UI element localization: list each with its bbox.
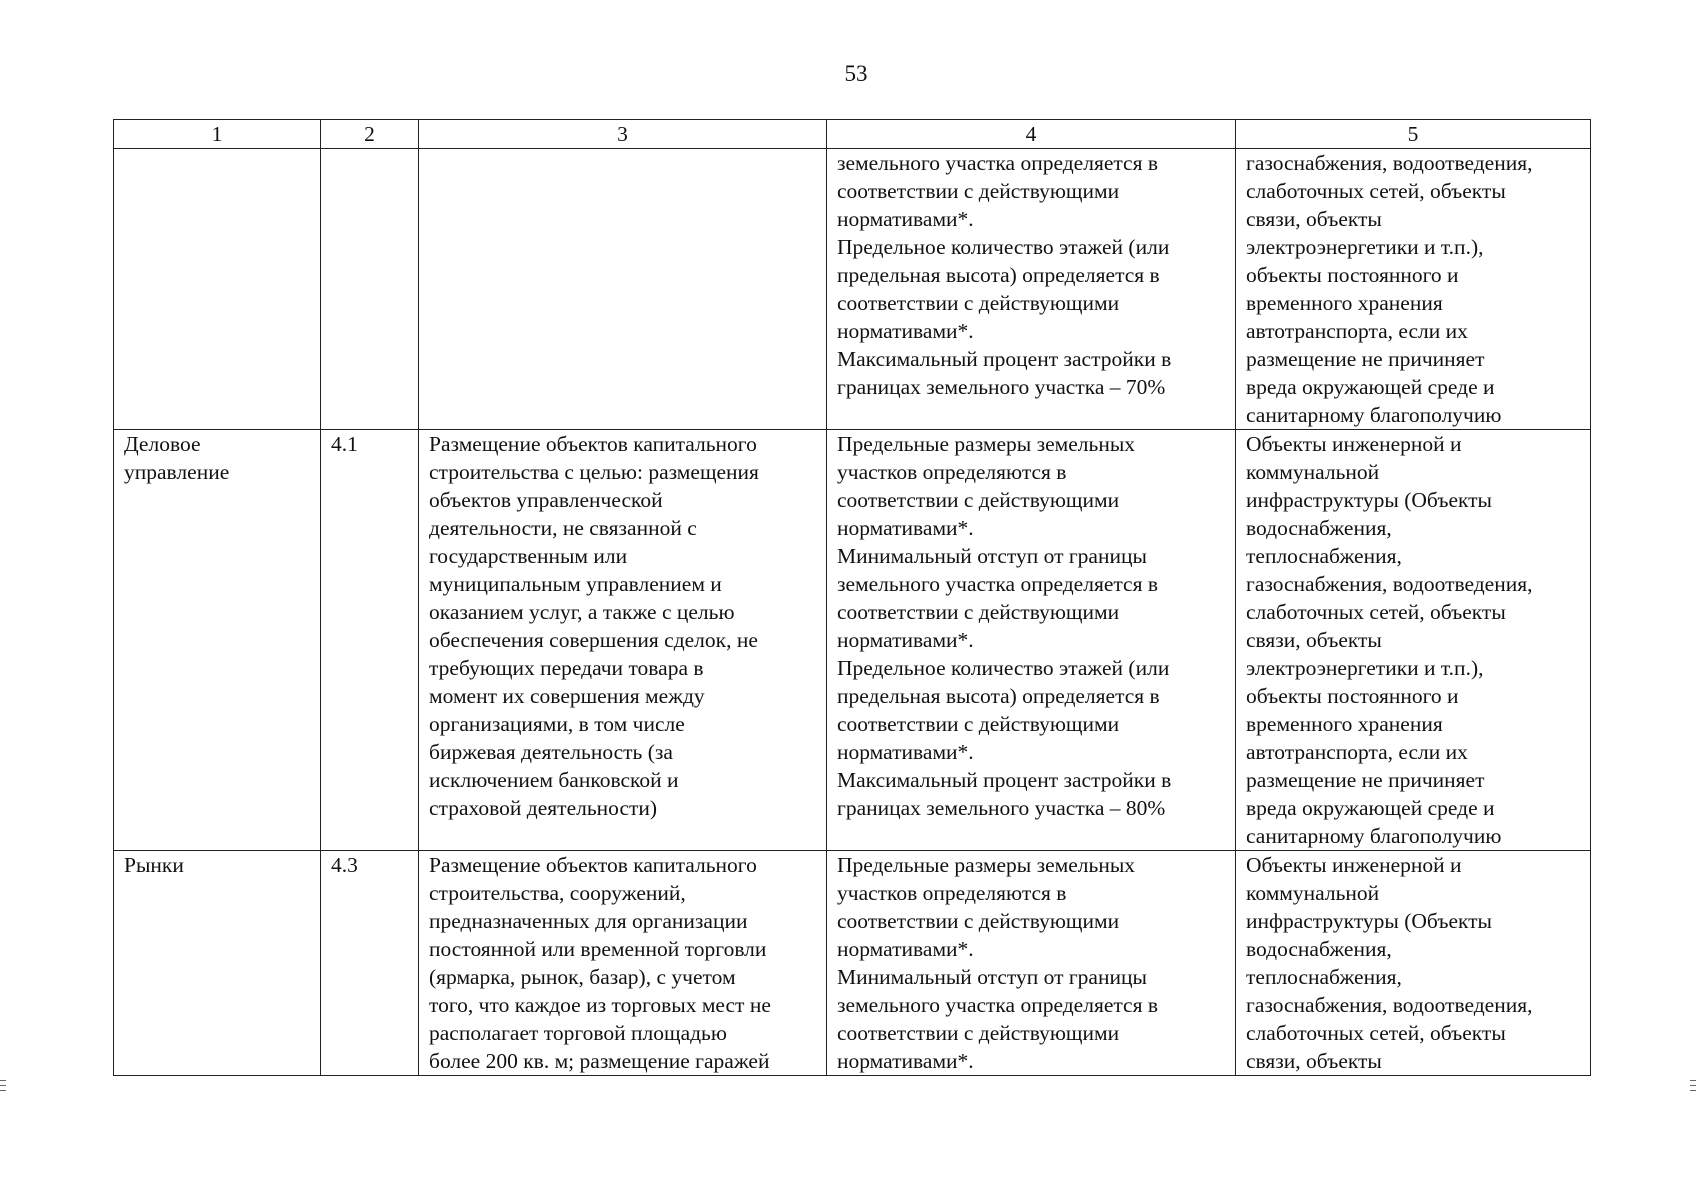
cell-code: 4.1 bbox=[321, 430, 419, 851]
cell-description bbox=[419, 149, 827, 430]
table-row bbox=[114, 149, 1591, 430]
column-header-2: 2 bbox=[321, 120, 419, 149]
cell-auxiliary: Объекты инженерной и коммунальной инфраструктуры (Объекты водоснабжения, теплоснабжения, газоснабжения, водоотведения, слаботочных сетей, объекты связи, объекты электроэнергетики и т.п.), объекты постоянного и временного хранения автотранспорта, если их размещение не причиняет вреда окружающей среде и санитарному благополучию bbox=[1236, 430, 1591, 851]
cell-auxiliary: газоснабжения, водоотведения, слаботочных сетей, объекты связи, объекты электроэнергетики и т.п.), объекты постоянного и временного хранения автотранспорта, если их размещение не причиняет вреда окружающей среде и санитарному благополучию bbox=[1236, 149, 1591, 430]
cell-parameters: Предельные размеры земельных участков определяются в соответствии с действующими нормативами*. Минимальный отступ от границы земельного участка определяется в соответствии с действующими нормативами*. bbox=[827, 851, 1236, 1076]
table-row bbox=[114, 851, 1591, 1076]
cell-parameters: земельного участка определяется в соответствии с действующими нормативами*. Предельное количество этажей (или предельная высота) определяется в соответствии с действующими нормативами*. Максимальный процент застройки в границах земельного участка – 70% bbox=[827, 149, 1236, 430]
cell-name bbox=[114, 149, 321, 430]
cell-name: Рынки bbox=[114, 851, 321, 1076]
cell-name: Деловое управление bbox=[114, 430, 321, 851]
scan-mark-left bbox=[0, 1090, 6, 1091]
cell-parameters: Предельные размеры земельных участков определяются в соответствии с действующими нормативами*. Минимальный отступ от границы земельного участка определяется в соответствии с действующими нормативами*. Предельное количество этажей (или предельная высота) определяется в соответствии с действующими нормативами*. Максимальный процент застройки в границах земельного участка – 80% bbox=[827, 430, 1236, 851]
column-header-4: 4 bbox=[827, 120, 1236, 149]
cell-description: Размещение объектов капитального строительства, сооружений, предназначенных для организации постоянной или временной торговли (ярмарка, рынок, базар), с учетом того, что каждое из торговых мест не располагает торговой площадью более 200 кв. м; размещение гаражей bbox=[419, 851, 827, 1076]
column-header-1: 1 bbox=[114, 120, 321, 149]
scan-mark-left bbox=[0, 1085, 6, 1086]
cell-auxiliary: Объекты инженерной и коммунальной инфраструктуры (Объекты водоснабжения, теплоснабжения, газоснабжения, водоотведения, слаботочных сетей, объекты связи, объекты bbox=[1236, 851, 1591, 1076]
scan-mark-right bbox=[1690, 1080, 1696, 1081]
scan-mark-right bbox=[1690, 1085, 1696, 1086]
cell-code: 4.3 bbox=[321, 851, 419, 1076]
table-header-row bbox=[114, 120, 1591, 149]
land-use-table bbox=[113, 119, 1591, 1076]
table-row bbox=[114, 430, 1591, 851]
cell-description: Размещение объектов капитального строительства с целью: размещения объектов управленческой деятельности, не связанной с государственным или муниципальным управлением и оказанием услуг, а также с целью обеспечения совершения сделок, не требующих передачи товара в момент их совершения между организациями, в том числе биржевая деятельность (за исключением банковской и страховой деятельности) bbox=[419, 430, 827, 851]
cell-code bbox=[321, 149, 419, 430]
scan-mark-left bbox=[0, 1080, 6, 1081]
column-header-5: 5 bbox=[1236, 120, 1591, 149]
scan-mark-right bbox=[1690, 1090, 1696, 1091]
column-header-3: 3 bbox=[419, 120, 827, 149]
page-number: 53 bbox=[844, 61, 868, 86]
